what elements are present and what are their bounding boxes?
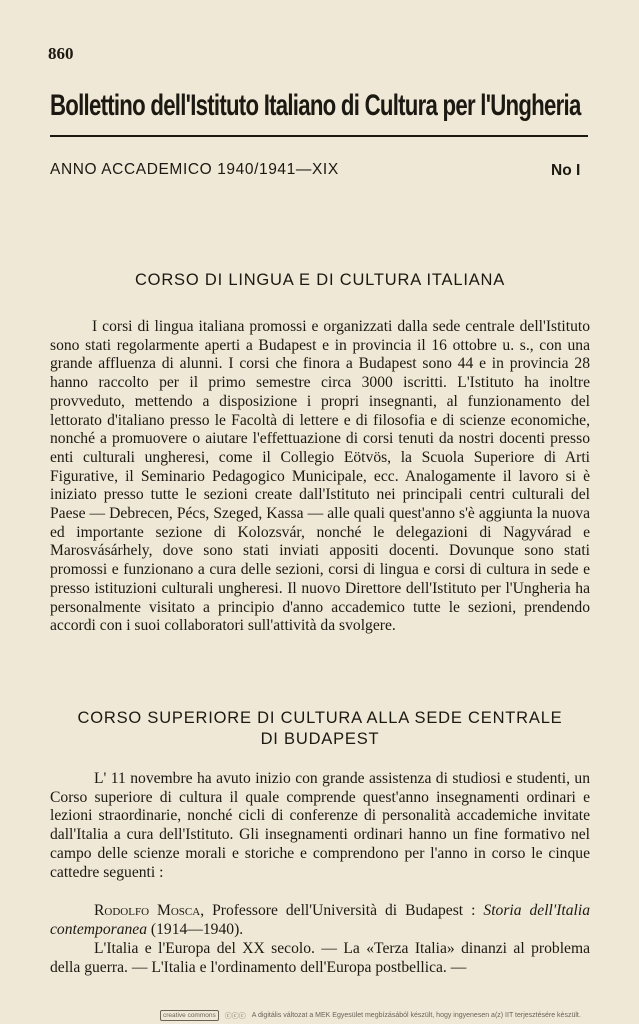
- issue-number: No I: [551, 162, 581, 179]
- section-paragraph-corso-lingua: I corsi di lingua italiana promossi e organizzati dalla sede centrale dell'Istituto sono stati regolarmente aperti a Budapest e in provincia il 16 ottobre u. s., con una grande affluenza di alunni. I corsi che finora a Budapest sono 44 e in provincia 28 hanno raccolto per il primo semestre circa 3000 iscritti. L'Istituto ha inoltre provveduto, mettendo a disposizione i propri insegnanti, al funzionamento del lettorato d'italiano presso le Facoltà di lettere e di filosofia e di scienze economiche, nonché a promuovere o aiutare l'effettuazione di corsi tenuti da nostri docenti presso enti culturali ungheresi, come il Collegio Eötvös, la Scuola Superiore di Arti Figurative, il Seminario Pedagogico Municipale, ecc. Analogamente il lavoro si è iniziato presso tutte le sezioni create dall'Istituto nei principali centri culturali del Paese — Debrecen, Pécs, Szeged, Kassa — alle quali quest'anno s'è aggiunta la nuova ed importante sezione di Kolozsvár, nonché le delegazioni di Nagyvárad e Marosvásárhely, dove sono stati inviati appositi docenti. Dovunque sono stati promossi e funzionano a cura delle sezioni, corsi di lingua e corsi di cultura in sede e presso istituzioni culturali ungheresi. Il nuovo Direttore dell'Istituto per l'Ungheria ha personalmente visitato a principio d'anno accademico tutte le sezioni, prendendo accordi con i suoi collaboratori sull'attività da svolgere.: [50, 318, 590, 635]
- course-title: Storia dell'Italia contemporanea: [50, 902, 591, 938]
- section-heading-line-2: DI BUDAPEST: [260, 730, 380, 748]
- journal-title: Bollettino dell'Istituto Italiano di Cultura per l'Ungheria: [50, 89, 581, 122]
- course-entry: [50, 902, 590, 939]
- course-topics: L'Italia e l'Europa del XX secolo. — La «Terza Italia» dinanzi al problema della guerra. — L'Italia e l'ordinamento dell'Europa postbellica. —: [50, 940, 590, 976]
- footer-text: A digitális változat a MEK Egyesület megbízásából készült, hogy ingyenesen a(z) IIT terjesztésére készült.: [251, 1012, 581, 1019]
- section-paragraph-corso-superiore: L' 11 novembre ha avuto inizio con grande assistenza di studiosi e studenti, un Corso superiore di cultura il quale comprende quest'anno insegnamenti ordinari e lezioni straordinarie, nonché cicli di conferenze di personalità accademiche invitate dall'Italia a cura dell'Istituto. Gli insegnamenti ordinari hanno un fine formativo nel campo delle scienze morali e storiche e comprendono per l'anno in corso le cinque cattedre seguenti :: [50, 770, 590, 881]
- title-rule: [50, 135, 588, 137]
- footer: [160, 1010, 581, 1021]
- professor-role: , Professore dell'Università di Budapest :: [200, 902, 484, 919]
- cc-license-icons: ⓒⓒⓒ: [224, 1012, 246, 1020]
- issue-line: ANNO ACCADEMICO 1940/1941—XIX: [50, 161, 339, 178]
- course-years: (1914—1940).: [147, 920, 244, 938]
- creative-commons-badge: creative commons: [160, 1010, 219, 1021]
- section-heading-line-1: CORSO SUPERIORE DI CULTURA ALLA SEDE CENTRALE: [77, 709, 563, 727]
- section-heading-corso-lingua: CORSO DI LINGUA E DI CULTURA ITALIANA: [134, 271, 506, 289]
- page-number: 860: [48, 44, 74, 63]
- professor-name: Rodolfo Mosca: [94, 902, 201, 919]
- section-heading-corso-superiore: [50, 708, 590, 750]
